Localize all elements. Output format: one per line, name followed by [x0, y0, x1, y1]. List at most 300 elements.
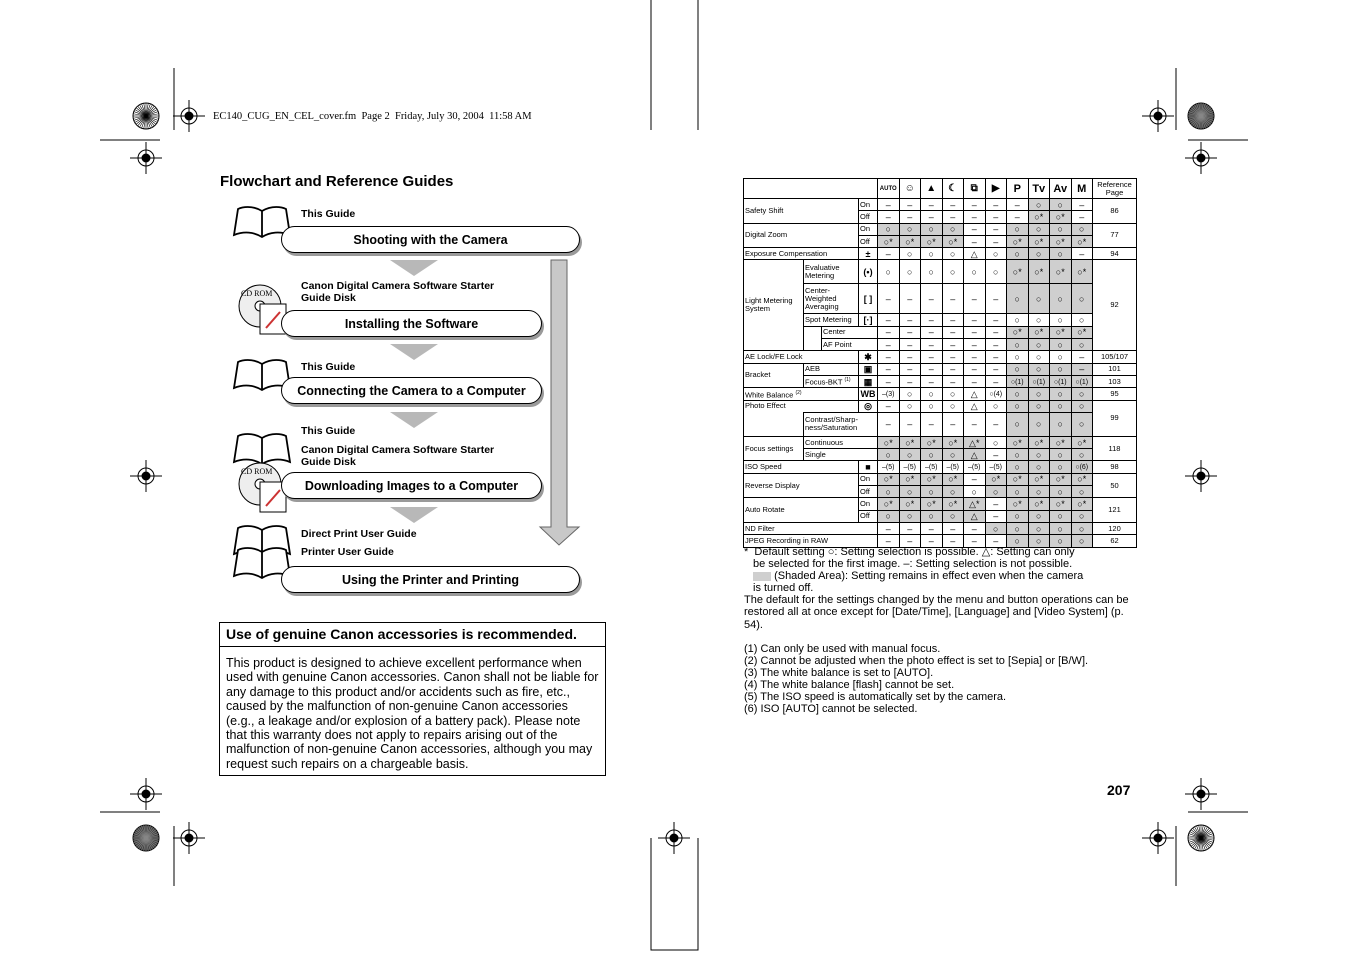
evaluative-metering-icon: (•): [859, 260, 878, 284]
setting-cell: ○*: [878, 235, 900, 247]
setting-cell: ○: [899, 486, 921, 498]
guide-label: This Guide: [301, 361, 356, 373]
setting-cell: –: [899, 314, 921, 326]
setting-cell: ○*: [1007, 326, 1029, 338]
mode-header: M: [1071, 179, 1093, 199]
setting-cell: ○: [1071, 314, 1093, 326]
setting-cell: ○*: [1050, 326, 1072, 338]
flow-step-installing: Installing the Software: [281, 310, 542, 337]
ref-page: 99: [1093, 400, 1137, 436]
setting-cell: –: [964, 412, 986, 436]
setting-cell: –: [921, 199, 943, 211]
footnote-ref: (2): [795, 389, 802, 396]
setting-cell: ○: [899, 400, 921, 412]
setting-cell: △: [964, 510, 986, 522]
off-label: Off: [859, 510, 878, 522]
setting-cell: ○: [1007, 351, 1029, 363]
setting-cell: –: [899, 284, 921, 314]
stitch-assist-icon: ⧉: [964, 179, 986, 199]
setting-cell: –: [878, 351, 900, 363]
setting-cell: –: [1071, 363, 1093, 375]
setting-cell: ○: [899, 510, 921, 522]
down-arrow-icon: [390, 507, 438, 523]
setting-cell: –: [964, 339, 986, 351]
flow-step-downloading: Downloading Images to a Computer: [281, 472, 542, 499]
row-label: AEB: [804, 363, 859, 375]
setting-cell: –: [1071, 351, 1093, 363]
setting-cell: –: [921, 412, 943, 436]
setting-cell: ○*: [1050, 436, 1072, 448]
cd-rom-label: CD ROM: [241, 467, 273, 476]
setting-cell: △*: [964, 498, 986, 510]
down-arrow-icon: [390, 344, 438, 360]
setting-cell: ○: [942, 388, 964, 400]
setting-cell: –: [985, 449, 1007, 461]
setting-cell: ○: [964, 260, 986, 284]
setting-cell: ○*: [1071, 260, 1093, 284]
setting-cell: –: [942, 351, 964, 363]
footnote: (4) The white balance [flash] cannot be set.: [744, 678, 955, 691]
setting-cell: ○: [1028, 199, 1050, 211]
ref-page: 105/107: [1093, 351, 1137, 363]
setting-cell: –: [878, 363, 900, 375]
setting-cell: ○: [1007, 522, 1029, 534]
row-label: Single: [804, 449, 878, 461]
setting-cell: ○: [1050, 248, 1072, 260]
blank-cell: [804, 326, 822, 351]
setting-cell: ○: [1071, 486, 1093, 498]
setting-cell: –: [899, 326, 921, 338]
setting-cell: ○: [921, 510, 943, 522]
setting-cell: ○: [1028, 363, 1050, 375]
ref-page: 121: [1093, 498, 1137, 523]
setting-cell: ○*: [878, 473, 900, 485]
setting-cell: –: [985, 375, 1007, 387]
movie-icon: ▶: [985, 179, 1007, 199]
setting-cell: ○: [878, 223, 900, 235]
setting-cell: ○: [1028, 486, 1050, 498]
ref-page: 94: [1093, 248, 1137, 260]
cell-value: ○(6): [1075, 464, 1089, 472]
setting-cell: ○: [1007, 284, 1029, 314]
footnote: (5) The ISO speed is automatically set by the camera.: [744, 691, 1007, 704]
setting-cell: –: [985, 314, 1007, 326]
setting-cell: ○: [921, 223, 943, 235]
setting-cell: [1071, 375, 1093, 387]
cell-value: ○(4): [989, 390, 1003, 398]
spot-metering-icon: [·]: [859, 314, 878, 326]
setting-cell: ○*: [1007, 473, 1029, 485]
setting-cell: –: [942, 339, 964, 351]
setting-cell: –: [921, 522, 943, 534]
shaded-swatch: [753, 572, 771, 581]
setting-cell: ○: [1028, 412, 1050, 436]
setting-cell: –: [964, 314, 986, 326]
setting-cell: ○: [1028, 510, 1050, 522]
reference-page-header: Reference Page: [1093, 179, 1137, 199]
setting-cell: –: [964, 351, 986, 363]
landscape-icon: ▲: [921, 179, 943, 199]
setting-cell: ○: [1050, 535, 1072, 547]
setting-cell: ○: [1007, 223, 1029, 235]
setting-cell: ○: [1007, 535, 1029, 547]
ref-page: 98: [1093, 461, 1137, 473]
setting-cell: ○: [1071, 535, 1093, 547]
long-down-arrow-icon: [538, 258, 582, 550]
setting-cell: –: [899, 211, 921, 223]
setting-cell: ○: [1071, 400, 1093, 412]
ref-page: 77: [1093, 223, 1137, 248]
mode-header: P: [1007, 179, 1029, 199]
note-line: is turned off.: [753, 582, 814, 595]
setting-cell: –: [1007, 199, 1029, 211]
settings-table: [743, 178, 1137, 548]
page-title: Flowchart and Reference Guides: [220, 173, 454, 190]
setting-cell: [921, 461, 943, 473]
setting-cell: –: [985, 363, 1007, 375]
setting-cell: ○: [942, 510, 964, 522]
setting-cell: –: [899, 535, 921, 547]
cell-value: ○(1): [1053, 378, 1067, 386]
setting-cell: ○*: [1028, 260, 1050, 284]
flow-step-shooting: Shooting with the Camera: [281, 226, 580, 253]
off-label: Off: [859, 211, 878, 223]
setting-cell: ○: [942, 400, 964, 412]
row-label: [744, 388, 859, 400]
setting-cell: ○: [1028, 314, 1050, 326]
setting-cell: ○: [1050, 223, 1072, 235]
setting-cell: ○: [1028, 461, 1050, 473]
note-line: be selected for the first image. –: Setting selection is not possible.: [753, 558, 1073, 571]
row-label: Auto Rotate: [744, 498, 859, 523]
setting-cell: ○: [1028, 400, 1050, 412]
setting-cell: [1007, 375, 1029, 387]
setting-cell: –: [921, 326, 943, 338]
setting-cell: –: [899, 351, 921, 363]
setting-cell: ○: [1050, 412, 1072, 436]
setting-cell: –: [1007, 211, 1029, 223]
row-label: Photo Effect: [744, 400, 859, 412]
setting-cell: –: [964, 223, 986, 235]
setting-cell: –: [921, 375, 943, 387]
setting-cell: ○*: [1071, 473, 1093, 485]
setting-cell: –: [878, 412, 900, 436]
file-header: EC140_CUG_EN_CEL_cover.fm Page 2 Friday, July 30, 2004 11:58 AM: [213, 111, 532, 122]
setting-cell: ○*: [942, 235, 964, 247]
setting-cell: ○*: [1050, 211, 1072, 223]
setting-cell: –: [942, 363, 964, 375]
setting-cell: ○*: [1007, 260, 1029, 284]
setting-cell: –: [878, 400, 900, 412]
setting-cell: ○: [1007, 314, 1029, 326]
setting-cell: –: [942, 314, 964, 326]
setting-cell: ○: [1050, 510, 1072, 522]
portrait-icon: ☺: [899, 179, 921, 199]
setting-cell: △: [964, 248, 986, 260]
cell-value: ○(1): [1010, 378, 1024, 386]
setting-cell: ○: [1007, 449, 1029, 461]
setting-cell: –: [921, 284, 943, 314]
ae-lock-icon: ✱: [859, 351, 878, 363]
row-label: Evaluative Metering: [804, 260, 859, 284]
setting-cell: –: [1071, 248, 1093, 260]
setting-cell: –: [985, 412, 1007, 436]
setting-cell: △*: [964, 436, 986, 448]
setting-cell: △: [964, 400, 986, 412]
header-blank: [744, 179, 878, 199]
setting-cell: ○*: [878, 498, 900, 510]
setting-cell: –: [964, 284, 986, 314]
guide-label: This Guide: [301, 425, 356, 437]
setting-cell: –: [964, 522, 986, 534]
setting-cell: ○: [1050, 314, 1072, 326]
setting-cell: ○: [1071, 339, 1093, 351]
on-label: On: [859, 498, 878, 510]
setting-cell: ○: [1007, 412, 1029, 436]
exposure-icon: ±: [859, 248, 878, 260]
setting-cell: –: [942, 199, 964, 211]
setting-cell: ○*: [942, 473, 964, 485]
setting-cell: –: [985, 326, 1007, 338]
note-line: * Default setting ○: Setting selection is possible. △: Setting can only: [744, 546, 1075, 558]
on-label: On: [859, 199, 878, 211]
off-label: Off: [859, 235, 878, 247]
row-label: Bracket: [744, 363, 804, 388]
setting-cell: ○*: [1050, 498, 1072, 510]
setting-cell: ○: [1007, 388, 1029, 400]
setting-cell: –: [985, 351, 1007, 363]
row-label: Contrast/Sharp-ness/Saturation: [804, 412, 878, 436]
setting-cell: ○: [899, 449, 921, 461]
setting-cell: –: [985, 211, 1007, 223]
setting-cell: [985, 461, 1007, 473]
setting-cell: –: [1071, 211, 1093, 223]
setting-cell: –: [921, 211, 943, 223]
setting-cell: [878, 388, 900, 400]
setting-cell: ○: [985, 400, 1007, 412]
row-label: AF Point: [822, 339, 878, 351]
setting-cell: ○*: [1028, 473, 1050, 485]
notice-heading: Use of genuine Canon accessories is recommended.: [220, 623, 605, 647]
setting-cell: ○: [1050, 449, 1072, 461]
setting-cell: ○: [985, 248, 1007, 260]
notice-box: [219, 622, 606, 776]
setting-cell: ○*: [899, 498, 921, 510]
setting-cell: ○*: [899, 436, 921, 448]
guide-label: Canon Digital Camera Software Starter Guide Disk: [301, 444, 495, 468]
setting-cell: ○: [1071, 388, 1093, 400]
ref-page: 118: [1093, 436, 1137, 461]
ref-page: 92: [1093, 260, 1137, 351]
setting-cell: ○: [1050, 388, 1072, 400]
aeb-icon: ▣: [859, 363, 878, 375]
setting-cell: –: [899, 363, 921, 375]
off-label: Off: [859, 486, 878, 498]
setting-cell: ○*: [1071, 498, 1093, 510]
setting-cell: ○: [1028, 535, 1050, 547]
setting-cell: ○: [985, 260, 1007, 284]
setting-cell: ○*: [1028, 211, 1050, 223]
setting-cell: –: [964, 363, 986, 375]
ref-page: 120: [1093, 522, 1137, 534]
setting-cell: ○: [985, 436, 1007, 448]
setting-cell: –: [878, 211, 900, 223]
setting-cell: –: [942, 326, 964, 338]
cell-value: –(5): [903, 464, 916, 472]
flow-step-printing: Using the Printer and Printing: [281, 566, 580, 593]
setting-cell: ○: [1050, 400, 1072, 412]
setting-cell: ○: [921, 248, 943, 260]
setting-cell: [985, 388, 1007, 400]
setting-cell: ○: [1071, 412, 1093, 436]
cell-value: –(3): [882, 390, 895, 398]
setting-cell: ○: [1028, 449, 1050, 461]
setting-cell: ○*: [1028, 498, 1050, 510]
setting-cell: ○: [899, 248, 921, 260]
white-balance-icon: WB: [860, 388, 876, 399]
setting-cell: ○: [1028, 522, 1050, 534]
footnote: (1) Can only be used with manual focus.: [744, 642, 941, 655]
ref-page: 103: [1093, 375, 1137, 387]
cd-rom-label: CD ROM: [241, 289, 273, 298]
row-label: Focus settings: [744, 436, 804, 461]
setting-cell: ○*: [921, 498, 943, 510]
row-label: Reverse Display: [744, 473, 859, 498]
setting-cell: ○: [921, 400, 943, 412]
setting-cell: ○*: [1028, 235, 1050, 247]
setting-cell: ○*: [1071, 235, 1093, 247]
setting-cell: –: [964, 199, 986, 211]
ref-page: 101: [1093, 363, 1137, 375]
setting-cell: ○: [942, 486, 964, 498]
ref-page: 62: [1093, 535, 1137, 547]
cell-value: –(5): [968, 464, 981, 472]
setting-cell: ○*: [1050, 473, 1072, 485]
setting-cell: ○*: [1007, 436, 1029, 448]
setting-cell: –: [942, 522, 964, 534]
row-label: Center-Weighted Averaging: [804, 284, 859, 314]
setting-cell: –: [985, 199, 1007, 211]
setting-cell: –: [964, 473, 986, 485]
setting-cell: ○*: [921, 436, 943, 448]
row-label: ND Filter: [744, 522, 878, 534]
setting-cell: –: [878, 199, 900, 211]
setting-cell: ○: [942, 248, 964, 260]
setting-cell: –: [899, 522, 921, 534]
setting-cell: ○: [1028, 223, 1050, 235]
footnote: (2) Cannot be adjusted when the photo effect is set to [Sepia] or [B/W].: [744, 654, 1089, 667]
setting-cell: –: [964, 235, 986, 247]
cell-value: ○(1): [1032, 378, 1046, 386]
setting-cell: –: [899, 339, 921, 351]
setting-cell: ○*: [899, 473, 921, 485]
blank-cell: [744, 412, 804, 436]
cell-value: –(5): [989, 464, 1002, 472]
setting-cell: –: [878, 339, 900, 351]
guide-label: Canon Digital Camera Software Starter Guide Disk: [301, 280, 495, 304]
setting-cell: ○: [1050, 351, 1072, 363]
footnote: (6) ISO [AUTO] cannot be selected.: [744, 703, 918, 716]
notice-body: This product is designed to achieve excellent performance when used with genuine Canon accessories. Canon shall not be liable for any damage to this product and/or accidents such as fire, etc., caused by the malfunction of non-genuine Canon accessories (e.g., a leakage and/or explosion of a battery pack). Please note that this warranty does not apply to repairs arising out of the malfunction of non-genuine Canon accessories, although you may request such repairs on a chargeable basis.: [226, 656, 599, 771]
setting-cell: ○: [1071, 510, 1093, 522]
setting-cell: ○: [878, 486, 900, 498]
setting-cell: ○: [1050, 486, 1072, 498]
setting-cell: ○: [1071, 449, 1093, 461]
setting-cell: –: [878, 522, 900, 534]
note-line: The default for the settings changed by the menu and button operations can be restored all at once except for [Date/Time], [Language] and [Video System] (p. 54).: [744, 594, 1132, 631]
setting-cell: ○*: [942, 498, 964, 510]
setting-cell: ○: [1028, 351, 1050, 363]
cell-value: ○(1): [1075, 378, 1089, 386]
setting-cell: –: [942, 284, 964, 314]
setting-cell: –: [878, 284, 900, 314]
guide-label: Printer User Guide: [301, 546, 394, 558]
setting-cell: [1050, 375, 1072, 387]
row-label: Digital Zoom: [744, 223, 859, 248]
setting-cell: [878, 461, 900, 473]
setting-cell: –: [985, 235, 1007, 247]
setting-cell: ○: [942, 449, 964, 461]
setting-cell: –: [878, 248, 900, 260]
row-label: Safety Shift: [744, 199, 859, 224]
setting-cell: ○: [921, 449, 943, 461]
setting-cell: –: [899, 412, 921, 436]
footnote: (3) The white balance is set to [AUTO].: [744, 666, 934, 679]
on-label: On: [859, 473, 878, 485]
setting-cell: ○: [1050, 339, 1072, 351]
row-label: Continuous: [804, 436, 878, 448]
setting-cell: ○: [1007, 461, 1029, 473]
mode-header: Av: [1050, 179, 1072, 199]
down-arrow-icon: [390, 260, 438, 276]
setting-cell: ○: [1050, 461, 1072, 473]
setting-cell: ○: [921, 486, 943, 498]
setting-cell: ○: [964, 486, 986, 498]
label-text: Focus-BKT: [805, 377, 843, 387]
row-label: Exposure Compensation: [744, 248, 859, 260]
setting-cell: ○: [1071, 284, 1093, 314]
cell-value: –(5): [946, 464, 959, 472]
page-number: 207: [1107, 782, 1131, 798]
setting-cell: [1071, 461, 1093, 473]
setting-cell: –: [985, 223, 1007, 235]
setting-cell: ○*: [1007, 498, 1029, 510]
setting-cell: ○*: [1071, 436, 1093, 448]
cell-value: –(5): [925, 464, 938, 472]
setting-cell: ○: [1007, 510, 1029, 522]
setting-cell: ○: [1028, 388, 1050, 400]
guide-label: Direct Print User Guide: [301, 528, 417, 540]
setting-cell: ○: [1050, 284, 1072, 314]
setting-cell: △: [964, 449, 986, 461]
setting-cell: –: [878, 314, 900, 326]
book-icon: [234, 434, 290, 464]
setting-cell: –: [964, 211, 986, 223]
setting-cell: ○: [921, 388, 943, 400]
setting-cell: ○*: [921, 235, 943, 247]
setting-cell: –: [878, 375, 900, 387]
down-arrow-icon: [390, 412, 438, 428]
setting-cell: ○*: [1028, 326, 1050, 338]
setting-cell: ○: [1050, 363, 1072, 375]
setting-cell: ○: [1007, 339, 1029, 351]
setting-cell: ○: [1028, 339, 1050, 351]
setting-cell: –: [942, 535, 964, 547]
setting-cell: ○: [899, 260, 921, 284]
setting-cell: ○: [1028, 248, 1050, 260]
row-label: JPEG Recording in RAW: [744, 535, 878, 547]
setting-cell: ○: [1007, 486, 1029, 498]
